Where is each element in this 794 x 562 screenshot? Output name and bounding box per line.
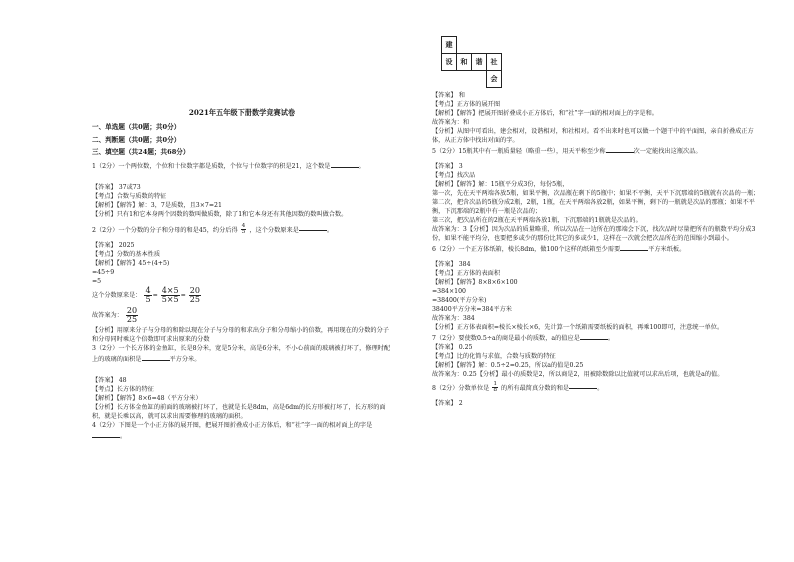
- question-3-stem: 3（2分）一个长方体的金鱼缸，长是8分米，宽是5分米，高是6分米，不小心前面的玻璃被打坏了，修理时配上的玻璃的面积是 平方分米。: [92, 345, 391, 364]
- question-6-step: =384×100: [432, 287, 466, 295]
- question-6-step: =38400(平方分米): [432, 296, 487, 304]
- question-4-analysis-note: 【分析】从图中可看出，建会相对，设谐相对，和社相对。看不出来时也可以做一个题干中的平面图，亲自折叠成正方体，从正方体中找出对面的字。: [432, 127, 754, 144]
- page-title: 2021年五年级下册数学竞赛试卷: [188, 108, 296, 117]
- answer-blank: [142, 354, 170, 361]
- question-2-point: 【考点】分数的基本性质: [92, 251, 161, 259]
- question-7-stem: 7（2分）要使数0.5÷a的商是最小的质数，a的值应是 。: [432, 334, 615, 342]
- answer-blank: [580, 333, 608, 340]
- question-2-analysis-note: 【分析】用原来分子与分母的和除以现在分子与分母的和求出分子和分母缩小的倍数，再用现在的分数的分子和分母同时乘这个倍数即可求出原来的分数: [92, 327, 389, 344]
- question-2-step: =45÷9: [92, 269, 115, 277]
- net-cell: 和: [457, 54, 472, 71]
- answer-blank: [606, 146, 634, 153]
- right-column: [432, 92, 762, 409]
- question-4-answer: 【答案】 和: [432, 92, 465, 99]
- question-3-answer: 【答案】 48: [92, 377, 127, 385]
- question-2-final: 故答案为： $\frac{20}{25}$: [92, 306, 138, 325]
- question-4-point: 【考点】正方体的展开图: [432, 100, 501, 108]
- question-3-point: 【考点】长方体的特征: [92, 386, 154, 393]
- cube-net-diagram: [441, 36, 502, 88]
- section-heading-single-choice: 一、单选题（共0题；共0分）: [92, 123, 181, 131]
- net-cell: 设: [442, 54, 457, 71]
- question-6-analysis: 【解析】【解答】8×8×6×100: [432, 278, 518, 286]
- question-6-step: 38400平方分米=384平方米: [432, 305, 512, 313]
- question-7-answer: 【答案】 0.25: [432, 343, 473, 351]
- question-6-answer: 【答案】 384: [432, 260, 471, 268]
- question-1-point: 【考点】合数与质数的特征: [92, 192, 167, 200]
- question-8-stem: 8（2分）分数单位是 $\frac{1}{8}$ 的所有最简真分数的和是 。: [432, 380, 604, 394]
- question-6-final: 故答案为：384: [432, 314, 475, 322]
- net-cell: 谐: [472, 54, 487, 71]
- question-7-analysis-note: 故答案为：0.25【分析】最小的质数是2，所以商是2，用被除数除以比值就可以求出后项，也就是a的值。: [432, 370, 724, 378]
- left-column: [92, 123, 392, 442]
- question-4-final: 故答案为：和: [432, 118, 470, 126]
- question-2-answer: 【答案】 2025: [92, 242, 135, 250]
- question-5-point: 【考点】找次品: [432, 171, 476, 179]
- question-2-equation: 这个分数原来是： $\frac{4}{5}$ = $\frac{4\times 5}{5\times 5}$ = $\frac{20}{25}$: [92, 286, 200, 305]
- fraction: $\frac{1}{8}$: [493, 380, 498, 394]
- net-cell: 社: [487, 54, 502, 71]
- question-5-step: 第二次，把含次品的5瓶分成2瓶，2瓶，1瓶，在天平两端各放2瓶，如果平衡，剩下的一瓶就是次品的那瓶；如果不平衡，下沉那端的2瓶中有一瓶是次品的；: [432, 198, 755, 215]
- answer-blank: [620, 244, 648, 251]
- question-6-point: 【考点】正方体的表面积: [432, 269, 501, 277]
- question-1-stem: 1（2分）一个两位数，个位和十位数字都是质数，个位与十位数字的积是21，这个数是 。: [92, 162, 365, 170]
- question-5-step: 第三次，把次品所在的2瓶在天平两端各放1瓶，下沉那端的1瓶就是次品的。: [432, 216, 642, 224]
- answer-blank: [92, 431, 120, 438]
- question-7-point: 【考点】比的化简与求值，合数与质数的特征: [432, 352, 556, 360]
- question-3-analysis-note: 【分析】长方体金鱼缸的前面的玻璃被打坏了，也就是长是8dm，高是6dm的长方形被打坏了，长方形的面积，就是长乘以高，就可以求出需要修理的玻璃的面积。: [92, 403, 386, 420]
- section-heading-true-false: 二、判断题（共0题；共0分）: [92, 135, 181, 144]
- answer-blank: [331, 161, 359, 168]
- question-5-step: 第一次，先在天平两端各放5瓶，如果平衡，次品瓶在剩下的5瓶中；如果不平衡，天平下沉那端的5瓶就有次品的一瓶；: [432, 189, 760, 197]
- question-3-analysis: 【解析】【解答】8×6=48（平方分米）: [92, 394, 202, 402]
- net-cell: 会: [487, 71, 502, 88]
- answer-blank: [569, 382, 597, 389]
- question-5-answer: 【答案】 3: [432, 162, 463, 170]
- question-4-stem: 4（2分）下图是一个小正方体的展开图，把展开图折叠成小正方体后，和“社”字一面的相对面上的字是。: [92, 421, 373, 440]
- net-cell: 建: [442, 37, 457, 54]
- answer-blank: [299, 224, 327, 231]
- question-7-analysis: 【解析】【解答】解：0.5÷2=0.25，所以a的值是0.25: [432, 361, 584, 369]
- question-1-analysis-note: 【分析】只有1和它本身两个因数的数叫做质数，除了1和它本身还有其他因数的数叫做合数。: [92, 210, 348, 218]
- question-1-analysis: 【解析】【解答】解：3，7是质数，且3×7=21: [92, 201, 222, 209]
- question-6-stem: 6（2分）一个正方体纸箱，棱长8dm，做100个这样的纸箱至少需要 平方米纸板。: [432, 245, 686, 253]
- question-2-stem: 2（2分）一个分数的分子和分母的和是45，约分后得 $\frac{4}{5}$ ，这个分数原来是 。: [92, 222, 334, 236]
- fraction: $\frac{4}{5}$: [241, 222, 246, 236]
- question-5-analysis-note: 故答案为：3【分析】因为次品的质量略重，所以次品在一边所在的那端会下沉，找次品时尽量把所有的瓶数平均分成3份，如果不能平均分，也要把多或少的那份比其它的多或少1，这样在一次就会把次品所在的范围缩小到最小。: [432, 225, 756, 242]
- section-heading-fill-blank: 三、填空题（共24题；共68分）: [92, 148, 190, 157]
- question-2-step: =5: [92, 278, 102, 286]
- question-4-analysis: 【解析】【解答】把展开图折叠成小正方体后，和“社”字一面的相对面上的字是和。: [432, 109, 658, 117]
- question-1-answer: 【答案】 37或73: [92, 183, 141, 191]
- question-2-analysis: 【解析】【解答】45÷(4+5): [92, 260, 170, 268]
- question-5-analysis: 【解析】【解答】解：15瓶平分成3份，每份5瓶，: [432, 180, 569, 188]
- question-5-stem: 5（2分）15瓶其中有一瓶质量轻（略重一些），用天平称至少称 次一定能找出这瓶次品。: [432, 147, 702, 155]
- question-8-answer: 【答案】 2: [432, 400, 463, 408]
- question-6-analysis-note: 【分析】正方体表面积=棱长×棱长×6，先计算一个纸箱需要纸板的面积，再乘100即可，注意统一单位。: [432, 323, 724, 331]
